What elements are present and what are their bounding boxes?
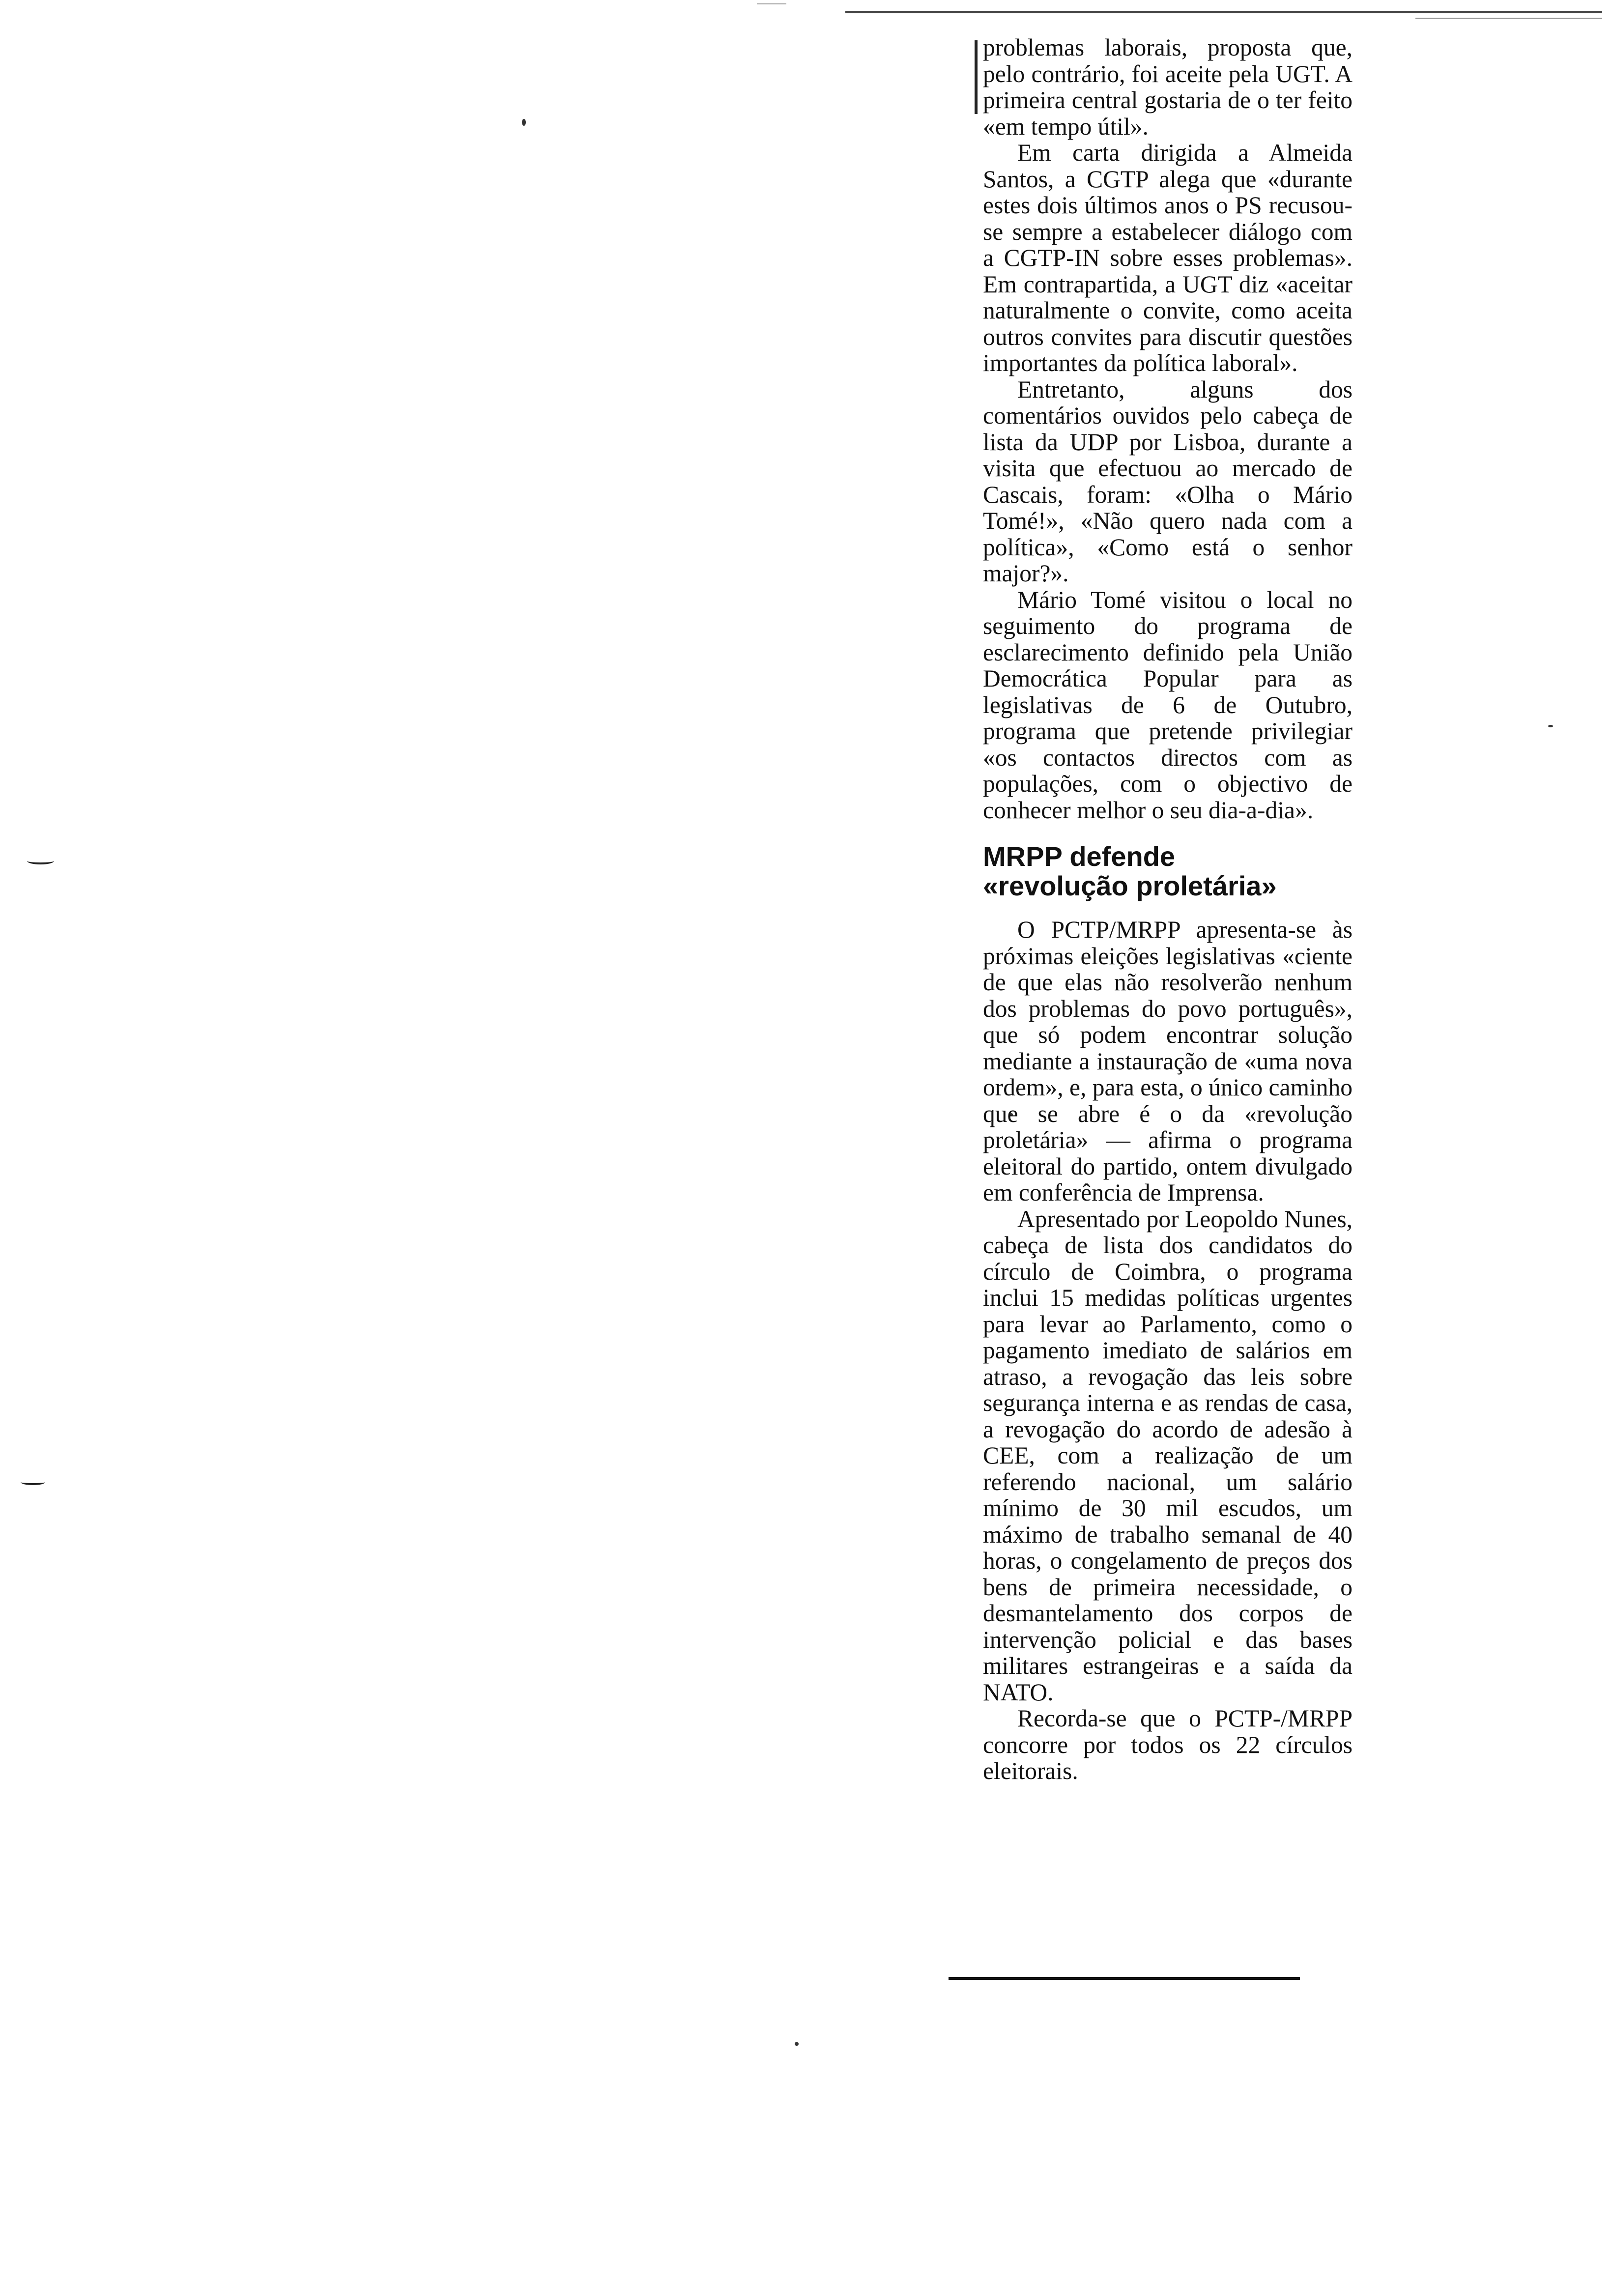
top-short-rule <box>757 3 786 4</box>
article-column <box>983 34 1353 1784</box>
article-end-rule <box>949 1977 1300 1980</box>
margin-mark <box>27 858 54 864</box>
article-paragraph: Em carta dirigida a Almeida Santos, a CGTP alega que «durante estes dois últimos anos o PS recusou-se sempre a estabelecer diálogo com a CGTP-IN sobre esses problemas». Em contrapartida, a UGT diz «aceitar naturalmente o convite, como aceita outros convites para discutir questões importantes da política laboral». <box>983 139 1353 376</box>
article-paragraph: Apresentado por Leopoldo Nunes, cabeça de lista dos candidatos do círculo de Coimbra, o programa inclui 15 medidas políticas urgentes para levar ao Parlamento, como o pagamento imediato de salários em atraso, a revogação das leis sobre segurança interna e as rendas de casa, a revogação do acordo de adesão à CEE, com a realização de um referendo nacional, um salário mínimo de 30 mil escudos, um máximo de trabalho semanal de 40 horas, o congelamento de preços dos bens de primeira necessidade, o desmantelamento dos corpos de intervenção policial e das bases militares estrangeiras e a saída da NATO. <box>983 1205 1353 1706</box>
article-paragraph: Mário Tomé visitou o local no seguimento do programa de esclarecimento definido pela União Democrática Popular para as legislativas de 6 de Outubro, programa que pretende privilegiar «os contactos directos com as populações, com o objectivo de conhecer melhor o seu dia-a-dia». <box>983 586 1353 824</box>
article-paragraph: Entretanto, alguns dos comentários ouvidos pelo cabeça de lista da UDP por Lisboa, durante a visita que efectuou ao mercado de Cascais, foram: «Olha o Mário Tomé!», «Não quero nada com a política», «Como está o senhor major?». <box>983 375 1353 587</box>
top-column-rule <box>845 11 1602 13</box>
scan-speck <box>522 119 526 126</box>
article-paragraph: O PCTP/MRPP apresenta-se às próximas eleições legislativas «ciente de que elas não resolverão nenhum dos problemas do povo português», que só podem encontrar solução mediante a instauração de «uma nova ordem», e, para esta, o único caminho que se abre é o da «revolução proletária» — afirma o programa eleitoral do partido, ontem divulgado em conferência de Imprensa. <box>983 916 1353 1206</box>
headline-line: MRPP defende <box>983 841 1176 872</box>
headline-line: «revolução proletária» <box>983 870 1277 901</box>
scan-speck <box>795 2042 799 2046</box>
article-paragraph: Recorda-se que o PCTP-/MRPP concorre por todos os 22 círculos eleitorais. <box>983 1705 1353 1784</box>
article-paragraph: problemas laborais, proposta que, pelo contrário, foi aceite pela UGT. A primeira central gostaria de o ter feito «em tempo útil». <box>983 34 1353 140</box>
margin-mark <box>21 1479 45 1485</box>
scan-speck <box>1548 725 1553 727</box>
section-headline <box>983 842 1353 901</box>
margin-bar <box>975 40 978 114</box>
top-right-rule <box>1415 18 1602 19</box>
